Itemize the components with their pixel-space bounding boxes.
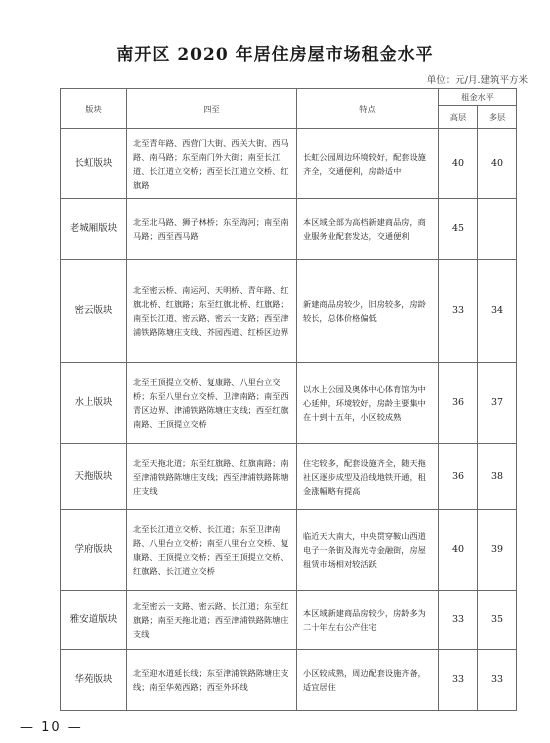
table-row	[61, 129, 517, 199]
table-row	[61, 591, 517, 650]
rent-high-rise: 33	[439, 650, 478, 711]
block-bounds: 北至天拖北道；东至红旗路、红旗南路；南至津浦铁路陈塘庄支线；西至津浦铁路陈塘庄支线	[127, 444, 297, 510]
header-bounds: 四至	[127, 89, 297, 129]
table-row	[61, 363, 517, 444]
block-features: 小区较成熟，周边配套设施齐备，适宜居住	[297, 650, 439, 711]
block-features: 本区域新建商品房较少，房龄多为二十年左右公产住宅	[297, 591, 439, 650]
rent-high-rise: 40	[439, 129, 478, 199]
rent-table	[60, 88, 517, 711]
block-name: 长虹版块	[61, 129, 127, 199]
table-row	[61, 444, 517, 510]
block-bounds: 北至青年路、西营门大街、西关大街、西马路、南马路；东至南门外大街；南至长江道、长江道立交桥；西至长江道立交桥、红旗路	[127, 129, 297, 199]
rent-high-rise: 33	[439, 591, 478, 650]
unit-note: 单位：元/月.建筑平方米	[426, 75, 528, 86]
block-name: 老城厢版块	[61, 199, 127, 260]
block-name: 水上版块	[61, 363, 127, 444]
rent-multi-storey: 40	[478, 129, 517, 199]
rent-multi-storey	[478, 199, 517, 260]
block-bounds: 北至密云桥、南运河、天明桥、青年路、红旗北桥、红旗路；东至红旗北桥、红旗路；南至长江道、密云路、密云一支路；西至津浦铁路陈塘庄支线、芥园西道、红桥区边界	[127, 260, 297, 363]
rent-multi-storey: 37	[478, 363, 517, 444]
table-row	[61, 510, 517, 591]
rent-high-rise: 36	[439, 363, 478, 444]
header-high-rise: 高层	[439, 106, 478, 129]
rent-high-rise: 36	[439, 444, 478, 510]
rent-multi-storey: 34	[478, 260, 517, 363]
rent-high-rise: 33	[439, 260, 478, 363]
block-features: 以水上公园及奥体中心体育馆为中心延伸，环境较好，房龄主要集中在十到十五年，小区较成熟	[297, 363, 439, 444]
block-name: 学府版块	[61, 510, 127, 591]
page-number: — 10 —	[20, 720, 83, 735]
block-name: 华苑版块	[61, 650, 127, 711]
header-block: 版块	[61, 89, 127, 129]
block-bounds: 北至北马路、狮子林桥；东至海河；南至南马路；西至西马路	[127, 199, 297, 260]
block-name: 密云版块	[61, 260, 127, 363]
block-features: 新建商品房较少，旧房较多，房龄较长，总体价格偏低	[297, 260, 439, 363]
block-bounds: 北至王顶提立交桥、复康路、八里台立交桥；东至八里台立交桥、卫津南路；南至西青区边界、津浦铁路陈塘庄支线；西至红旗南路、王顶提立交桥	[127, 363, 297, 444]
table-row	[61, 260, 517, 363]
header-multi-storey: 多层	[478, 106, 517, 129]
block-bounds: 北至密云一支路、密云路、长江道；东至红旗路；南至天拖北道；西至津浦铁路陈塘庄支线	[127, 591, 297, 650]
header-rent-level: 租金水平	[439, 89, 517, 106]
block-bounds: 北至迎水道延长线；东至津浦铁路陈塘庄支线；南至华苑西路；西至外环线	[127, 650, 297, 711]
block-features: 临近天大南大，中央贯穿鞍山西道电子一条街及海光寺金融街，房屋租赁市场相对较活跃	[297, 510, 439, 591]
block-features: 住宅较多，配套设施齐全，随天拖社区逐步成型及沿线地铁开通，租金涨幅略有提高	[297, 444, 439, 510]
rent-high-rise: 40	[439, 510, 478, 591]
rent-multi-storey: 35	[478, 591, 517, 650]
block-name: 天拖版块	[61, 444, 127, 510]
header-row-1	[61, 89, 517, 106]
rent-multi-storey: 38	[478, 444, 517, 510]
rent-multi-storey: 33	[478, 650, 517, 711]
rent-high-rise: 45	[439, 199, 478, 260]
rent-multi-storey: 39	[478, 510, 517, 591]
header-features: 特点	[297, 89, 439, 129]
block-features: 本区域全部为高档新建商品房，商业服务业配套发达，交通便利	[297, 199, 439, 260]
table-row	[61, 650, 517, 711]
block-bounds: 北至长江道立交桥、长江道；东至卫津南路、八里台立交桥；南至八里台立交桥、复康路、王顶提立交桥；西至王顶提立交桥、红旗路、长江道立交桥	[127, 510, 297, 591]
block-name: 雅安道版块	[61, 591, 127, 650]
table-row	[61, 199, 517, 260]
block-features: 长虹公园周边环境较好，配套设施齐全，交通便利，房龄适中	[297, 129, 439, 199]
page-title: 南开区 2020 年居住房屋市场租金水平	[116, 45, 434, 65]
